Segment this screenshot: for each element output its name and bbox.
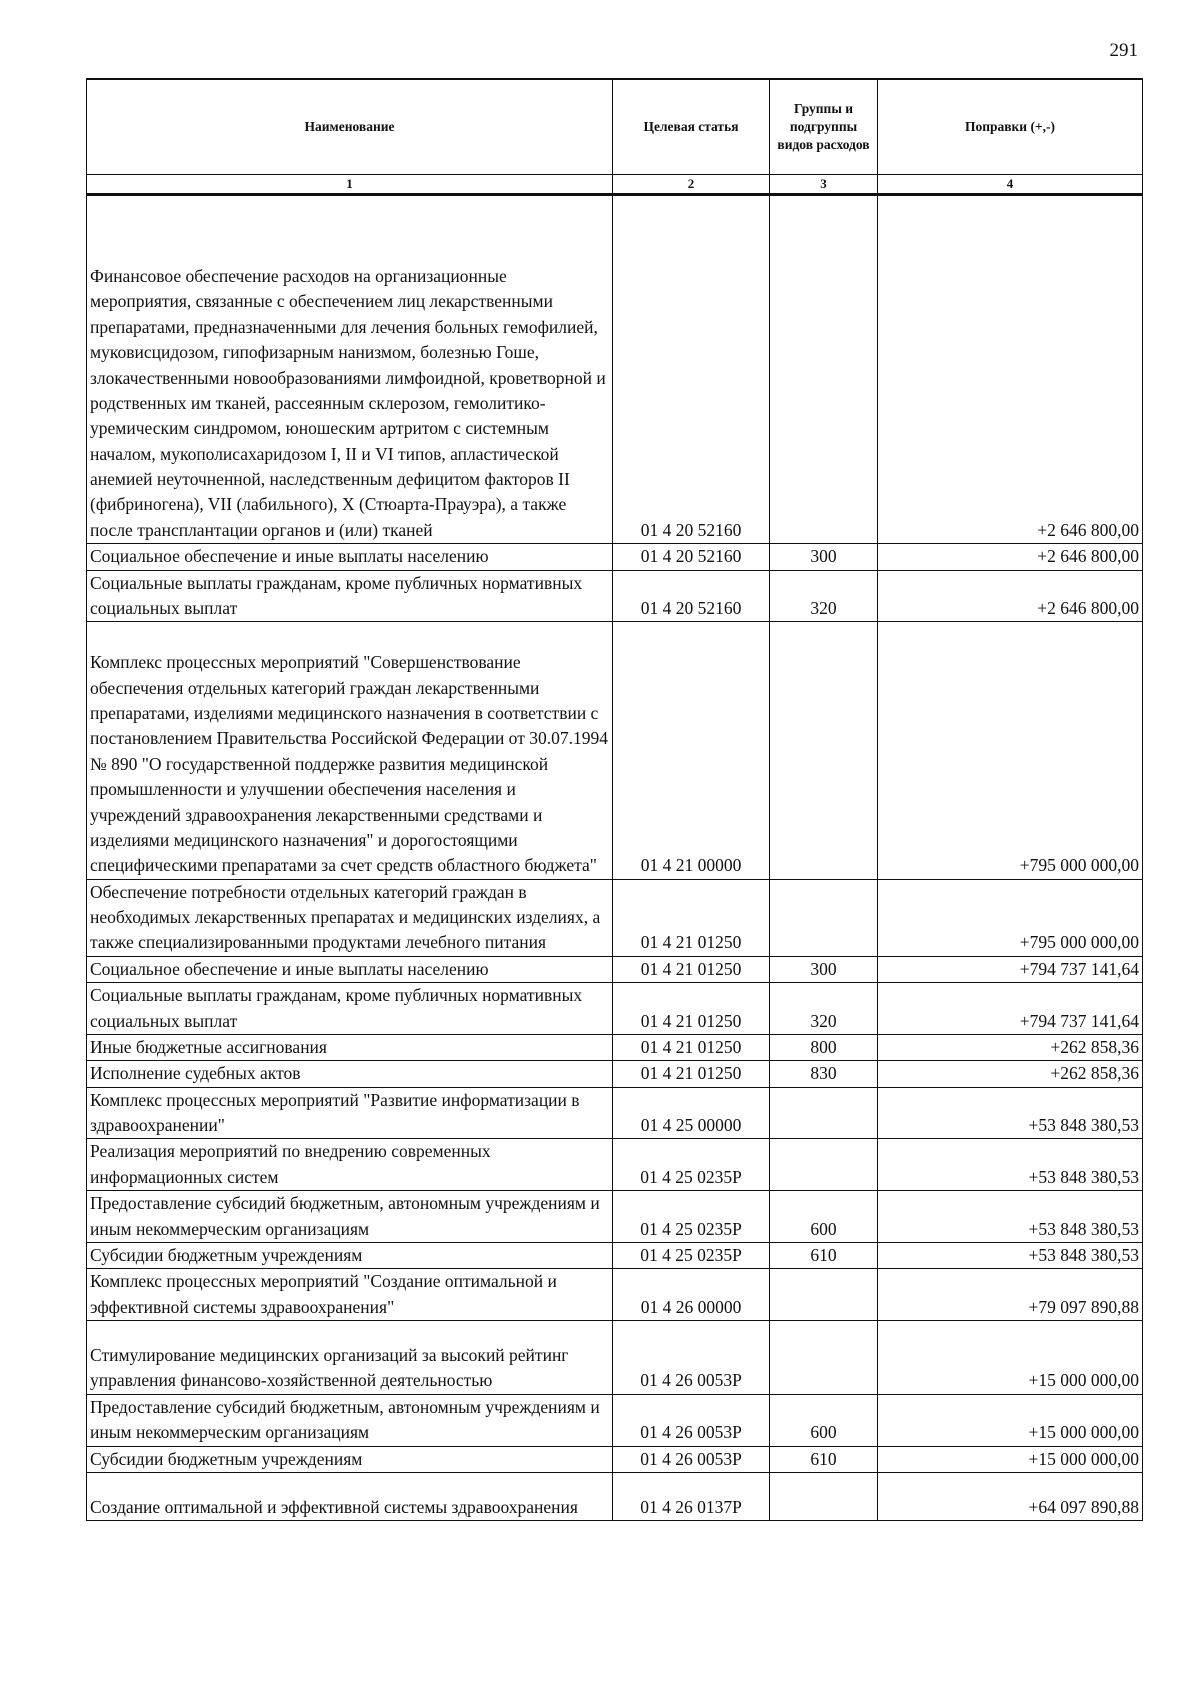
row-name (87, 956, 613, 982)
row-group-code (770, 1139, 878, 1191)
table-body (87, 195, 1143, 1521)
row-amount: +53 848 380,53 (878, 1087, 1143, 1139)
row-name (87, 1139, 613, 1191)
row-group-code (770, 1472, 878, 1520)
row-amount: +64 097 890,88 (878, 1472, 1143, 1520)
row-target-code: 01 4 21 00000 (613, 622, 770, 879)
row-amount: +2 646 800,00 (878, 544, 1143, 570)
row-target-code: 01 4 20 52160 (613, 195, 770, 544)
table-row (87, 570, 1143, 622)
table-row (87, 1139, 1143, 1191)
table-row (87, 622, 1143, 879)
row-amount: +262 858,36 (878, 1061, 1143, 1087)
row-group-code: 300 (770, 544, 878, 570)
row-target-code: 01 4 25 0235Р (613, 1139, 770, 1191)
row-amount: +53 848 380,53 (878, 1191, 1143, 1243)
header-number: 2 (613, 175, 770, 195)
row-target-code: 01 4 21 01250 (613, 983, 770, 1035)
row-amount: +795 000 000,00 (878, 622, 1143, 879)
table-row (87, 1087, 1143, 1139)
row-target-code: 01 4 26 0053Р (613, 1446, 770, 1472)
row-name-text: Реализация мероприятий по внедрению современных информационных систем (90, 1141, 491, 1187)
row-group-code (770, 195, 878, 544)
row-group-code: 830 (770, 1061, 878, 1087)
row-target-code: 01 4 21 01250 (613, 1061, 770, 1087)
row-name (87, 544, 613, 570)
row-group-code (770, 1321, 878, 1395)
table-row (87, 195, 1143, 544)
row-group-code (770, 1269, 878, 1321)
table-row (87, 1034, 1143, 1060)
row-amount: +53 848 380,53 (878, 1242, 1143, 1268)
table-row (87, 956, 1143, 982)
table-row (87, 879, 1143, 956)
table-row (87, 1446, 1143, 1472)
row-spacer (90, 1321, 609, 1343)
table-row (87, 1394, 1143, 1446)
row-target-code: 01 4 26 0053Р (613, 1394, 770, 1446)
row-name (87, 195, 613, 544)
row-target-code: 01 4 26 0053Р (613, 1321, 770, 1395)
row-name-text: Комплекс процессных мероприятий "Развитие информатизации в здравоохранении" (90, 1089, 580, 1135)
row-amount: +262 858,36 (878, 1034, 1143, 1060)
row-target-code: 01 4 25 0235Р (613, 1191, 770, 1243)
row-name-text: Комплекс процессных мероприятий "Создание оптимальной и эффективной системы здравоохранения" (90, 1271, 557, 1317)
row-name-text: Социальные выплаты гражданам, кроме публичных нормативных социальных выплат (90, 572, 583, 618)
row-name-text: Комплекс процессных мероприятий "Совершенствование обеспечения отдельных категорий граждан лекарственными препаратами, изделиями медицинского назначения в соответствии с постановлением Правительства Российской Федерации от 30.07.1994 № 890 "О государственной поддержке развития медицинской промышленности и улучшении обеспечения населения и учреждений здравоохранения лекарственными средствами и изделиями медицинского назначения" и дорогостоящими специфическими препаратами за счет средств областного бюджета" (90, 652, 608, 876)
row-name (87, 622, 613, 879)
row-name (87, 879, 613, 956)
row-name (87, 1446, 613, 1472)
row-spacer (90, 1473, 609, 1495)
row-name (87, 1394, 613, 1446)
row-group-code: 610 (770, 1446, 878, 1472)
row-amount: +2 646 800,00 (878, 195, 1143, 544)
row-name (87, 1242, 613, 1268)
row-name-text: Социальное обеспечение и иные выплаты населению (90, 546, 489, 567)
row-target-code: 01 4 26 0137Р (613, 1472, 770, 1520)
row-name (87, 1087, 613, 1139)
row-name (87, 1061, 613, 1087)
row-name (87, 983, 613, 1035)
row-name (87, 1321, 613, 1395)
row-spacer (90, 622, 609, 650)
row-amount: +2 646 800,00 (878, 570, 1143, 622)
row-name (87, 1034, 613, 1060)
table-row (87, 1321, 1143, 1395)
row-group-code: 600 (770, 1394, 878, 1446)
row-name-text: Иные бюджетные ассигнования (90, 1036, 327, 1057)
budget-table (86, 78, 1143, 1521)
row-group-code (770, 1087, 878, 1139)
row-target-code: 01 4 21 01250 (613, 879, 770, 956)
header-target: Целевая статья (613, 79, 770, 175)
table-row (87, 1472, 1143, 1520)
row-name-text: Финансовое обеспечение расходов на организационные мероприятия, связанные с обеспечением лиц лекарственными препаратами, предназначенными для лечения больных гемофилией, муковисцидозом, гипофизарным нанизмом, болезнью Гоше, злокачественными новообразованиями лимфоидной, кроветворной и родственных им тканей, рассеянным склерозом, гемолитико-уремическим синдромом, юношеским артритом с системным началом, мукополисахаридозом I, II и VI типов, апластической анемией неуточненной, наследственным дефицитом факторов II (фибриногена), VII (лабильного), X (Стюарта-Прауэра), а также после трансплантации органов и (или) тканей (90, 266, 606, 540)
row-name-text: Обеспечение потребности отдельных категорий граждан в необходимых лекарственных препаратах и медицинских изделиях, а также специализированными продуктами лечебного питания (90, 881, 601, 953)
row-name-text: Субсидии бюджетным учреждениям (90, 1244, 363, 1265)
row-amount: +15 000 000,00 (878, 1321, 1143, 1395)
table-row (87, 983, 1143, 1035)
table-row (87, 1242, 1143, 1268)
row-target-code: 01 4 20 52160 (613, 570, 770, 622)
row-target-code: 01 4 21 01250 (613, 1034, 770, 1060)
row-group-code: 320 (770, 983, 878, 1035)
row-amount: +795 000 000,00 (878, 879, 1143, 956)
row-amount: +53 848 380,53 (878, 1139, 1143, 1191)
header-name: Наименование (87, 79, 613, 175)
row-target-code: 01 4 25 00000 (613, 1087, 770, 1139)
page-number: 291 (1109, 40, 1138, 61)
table-row (87, 544, 1143, 570)
table-header-row (87, 79, 1143, 175)
table-row (87, 1269, 1143, 1321)
row-name-text: Стимулирование медицинских организаций за высокий рейтинг управления финансово-хозяйственной деятельностью (90, 1345, 569, 1391)
row-group-code: 610 (770, 1242, 878, 1268)
row-name-text: Социальное обеспечение и иные выплаты населению (90, 958, 489, 979)
row-amount: +79 097 890,88 (878, 1269, 1143, 1321)
row-spacer (90, 196, 609, 264)
row-group-code (770, 622, 878, 879)
row-amount: +15 000 000,00 (878, 1446, 1143, 1472)
row-group-code: 320 (770, 570, 878, 622)
table-row (87, 1191, 1143, 1243)
header-number: 4 (878, 175, 1143, 195)
row-group-code: 600 (770, 1191, 878, 1243)
header-number: 3 (770, 175, 878, 195)
header-number: 1 (87, 175, 613, 195)
row-group-code (770, 879, 878, 956)
row-name-text: Предоставление субсидий бюджетным, автономным учреждениям и иным некоммерческим организациям (90, 1396, 600, 1443)
row-name-text: Социальные выплаты гражданам, кроме публичных нормативных социальных выплат (90, 985, 583, 1031)
header-amount: Поправки (+,-) (878, 79, 1143, 175)
table-header-numbers-row (87, 175, 1143, 195)
row-name-text: Субсидии бюджетным учреждениям (90, 1448, 363, 1469)
header-groups: Группы и подгруппы видов расходов (770, 79, 878, 175)
row-name-text: Исполнение судебных актов (90, 1063, 301, 1084)
row-target-code: 01 4 26 00000 (613, 1269, 770, 1321)
row-target-code: 01 4 21 01250 (613, 956, 770, 982)
row-name (87, 1472, 613, 1520)
row-amount: +794 737 141,64 (878, 983, 1143, 1035)
row-name-text: Предоставление субсидий бюджетным, автономным учреждениям и иным некоммерческим организациям (90, 1193, 600, 1239)
row-group-code: 300 (770, 956, 878, 982)
row-amount: +794 737 141,64 (878, 956, 1143, 982)
row-name (87, 1191, 613, 1243)
row-name (87, 570, 613, 622)
row-amount: +15 000 000,00 (878, 1394, 1143, 1446)
row-group-code: 800 (770, 1034, 878, 1060)
row-target-code: 01 4 25 0235Р (613, 1242, 770, 1268)
row-target-code: 01 4 20 52160 (613, 544, 770, 570)
row-name-text: Создание оптимальной и эффективной системы здравоохранения (90, 1496, 578, 1517)
table-row (87, 1061, 1143, 1087)
row-name (87, 1269, 613, 1321)
